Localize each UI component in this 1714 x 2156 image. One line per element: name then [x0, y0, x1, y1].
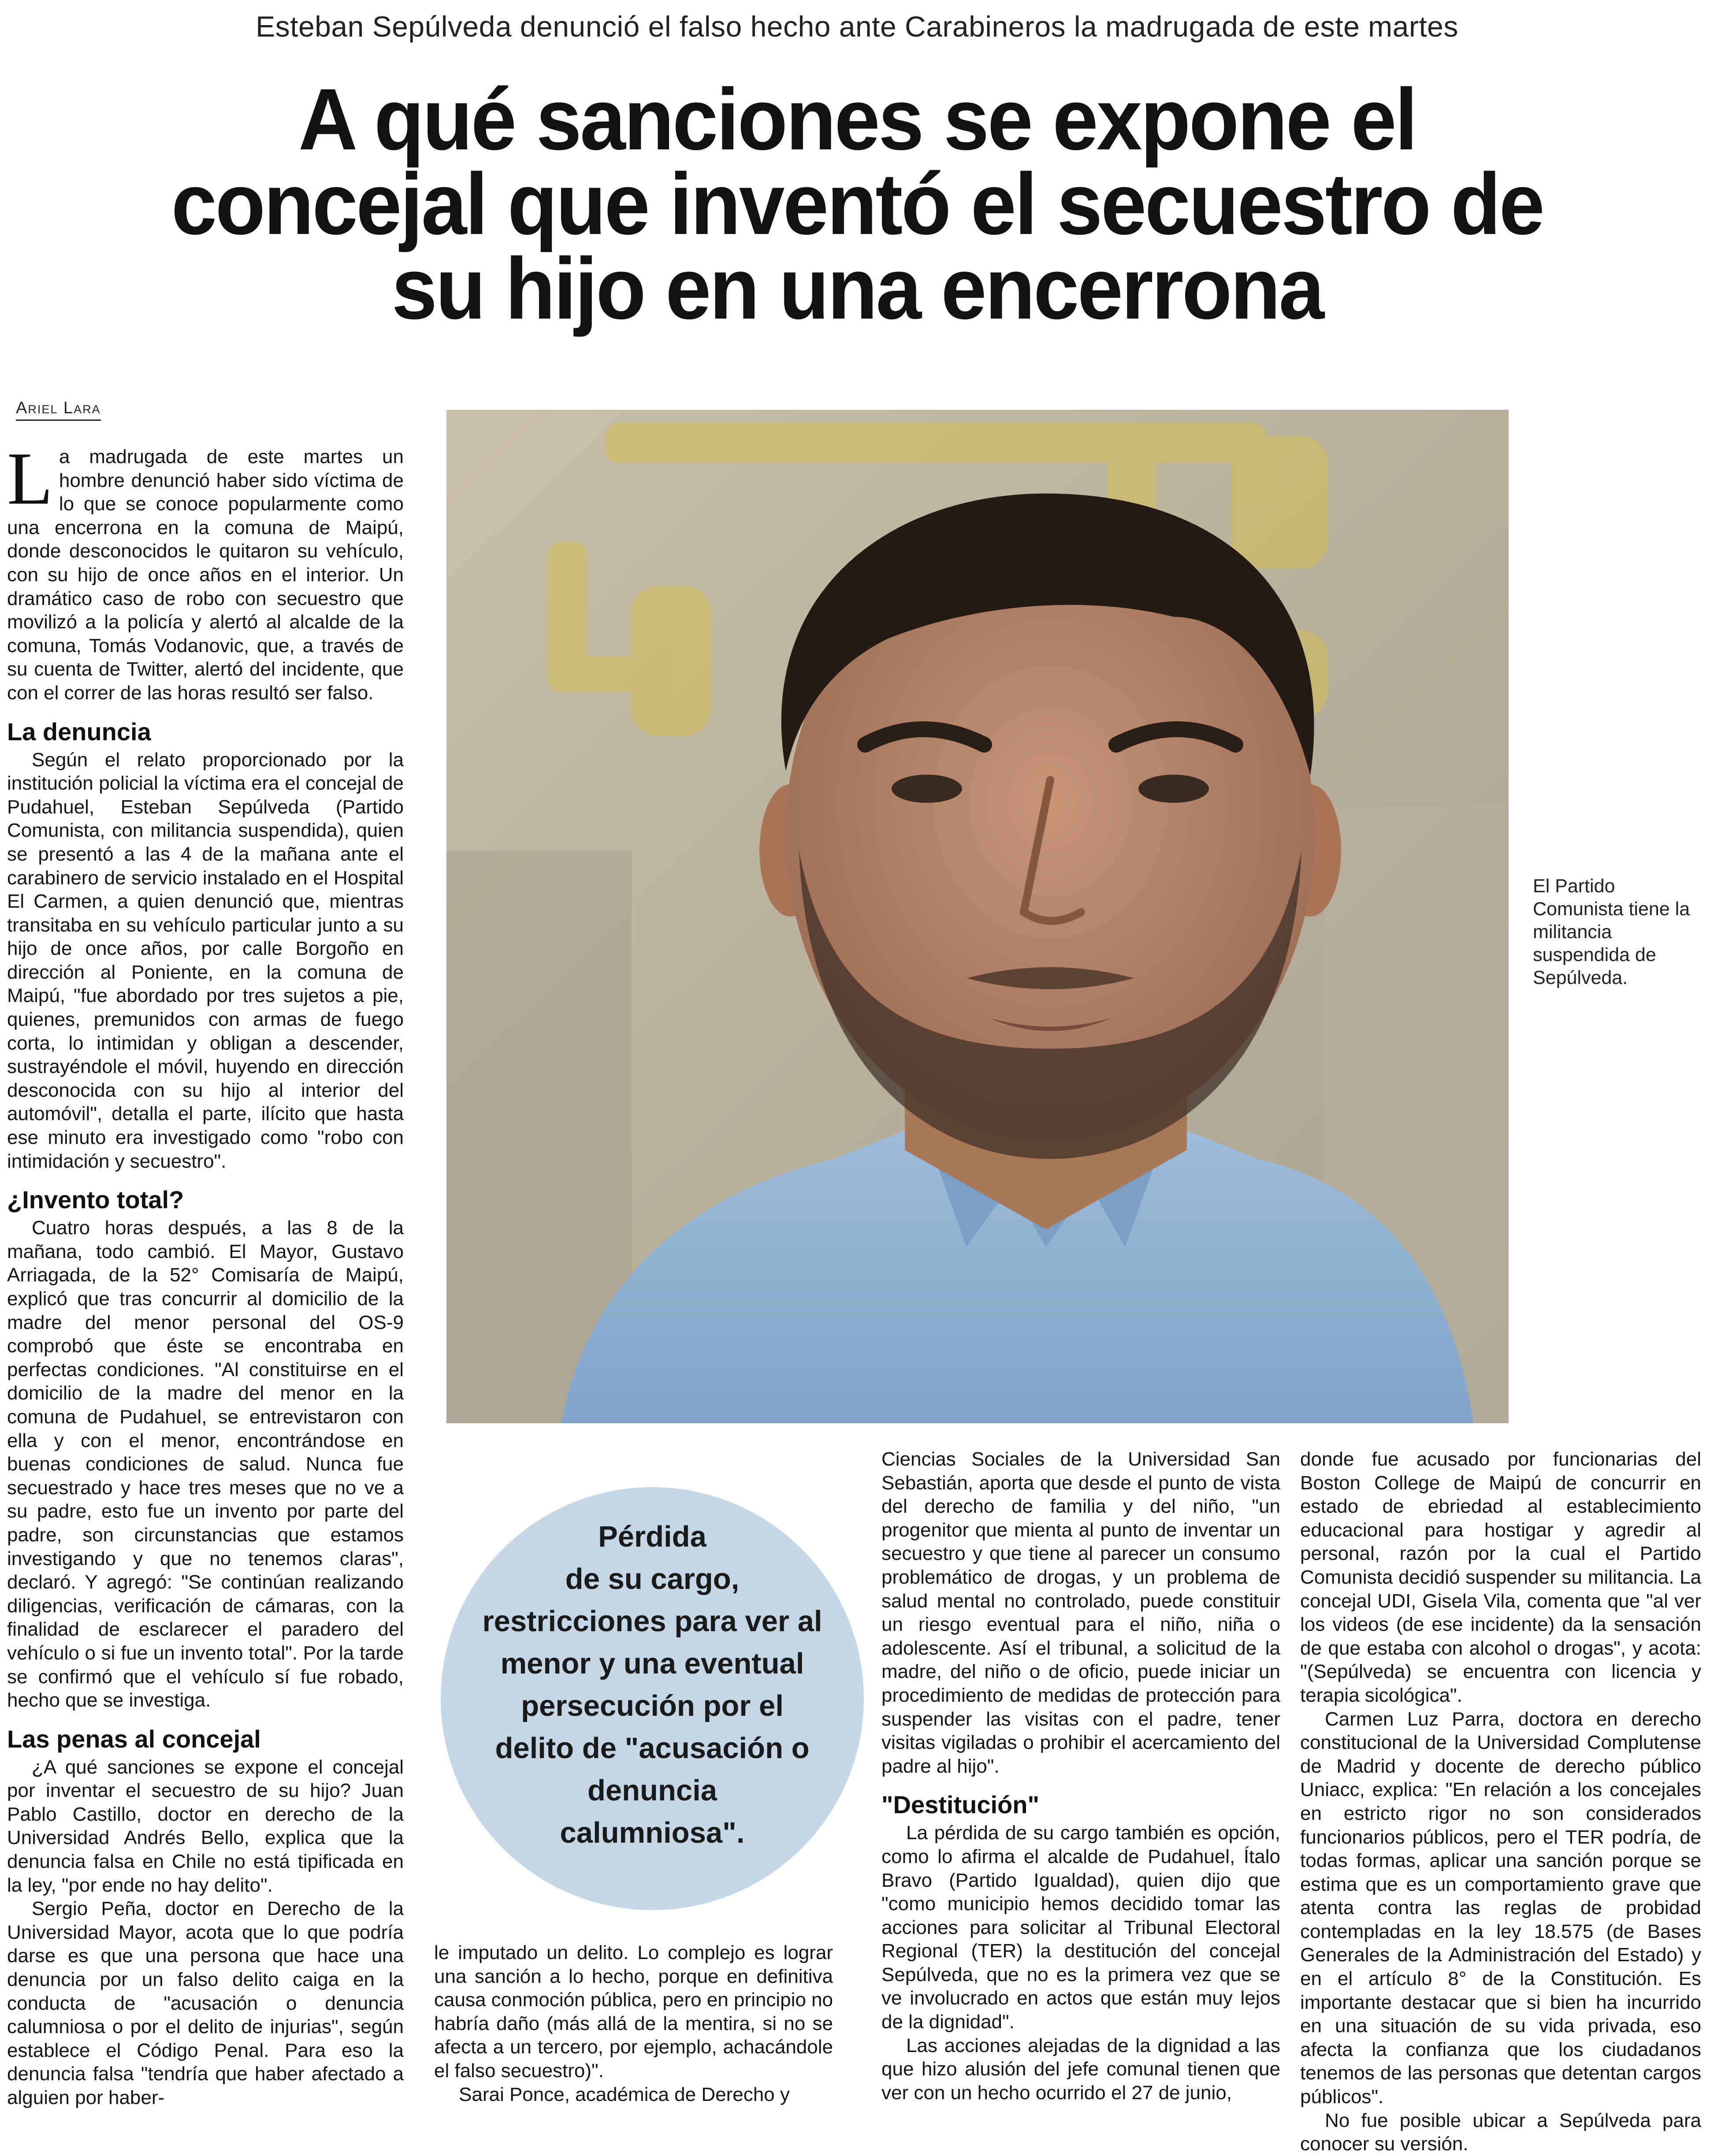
- subhead-destitucion: "Destitución": [881, 1791, 1040, 1819]
- pullquote-line-5: persecución por el: [521, 1689, 784, 1722]
- headline-line-2: concejal que inventó el secuestro de: [171, 155, 1543, 252]
- pullquote-text: [441, 1516, 864, 1854]
- column-2: [434, 1941, 833, 2123]
- article-headline: [101, 71, 1614, 337]
- paragraph: Carmen Luz Parra, doctora en derecho constitucional de la Universidad Complutense de Madrid y docente de derecho público Uniacc, explica: "En relación a los concejales en estricto rigor no son considerados funcionarios públicos, pero el TER podría, de todas formas, aplicar una sanción porque se estima que es un comportamiento grave que atenta contra las reglas de probidad contempladas en la ley 18.575 (de Bases Generales de la Administración del Estado) y en el artículo 8° de la Constitución. Es importante destacar que si bien ha incurrido en una situación de su vida privada, eso afecta la confianza que los ciudadanos tenemos de las personas que detentan cargos públicos".: [1300, 1708, 1701, 2108]
- pullquote-line-1: Pérdida: [598, 1520, 706, 1553]
- paragraph: ¿A qué sanciones se expone el concejal por inventar el secuestro de su hijo? Juan Pablo Castillo, doctor en derecho de la Universidad Andrés Bello, explica que la denuncia falsa en Chile no está tipificada en la ley, "por ende no hay delito".: [7, 1756, 404, 1896]
- paragraph: Según el relato proporcionado por la institución policial la víctima era el concejal de Pudahuel, Esteban Sepúlveda (Partido Comunista, con militancia suspendida), quien se presentó a las 4 de la mañana ante el carabinero de servicio instalado en el Hospital El Carmen, a quien denunció que, mientras transitaba en su vehículo particular junto a su hijo de once años, por calle Borgoño en dirección al Poniente, en la comuna de Maipú, "fue abordado por tres sujetos a pie, quienes, premunidos con armas de fuego corta, lo intimidan y obligan a descender, sustrayéndole el móvil, huyendo en dirección desconocida con su hijo al interior del automóvil", detalla el parte, ilícito que hasta ese minuto era investigado como "robo con intimidación y secuestro".: [7, 749, 404, 1172]
- paragraph: No fue posible ubicar a Sepúlveda para conocer su versión.: [1300, 2109, 1701, 2155]
- pullquote-line-3: restricciones para ver al: [482, 1605, 822, 1638]
- pullquote-line-2: de su cargo,: [565, 1562, 740, 1596]
- paragraph: Las acciones alejadas de la dignidad a las que hizo alusión del jefe comunal tienen que ver con un hecho ocurrido el 27 de junio,: [881, 2034, 1280, 2104]
- paragraph: donde fue acusado por funcionarias del Boston College de Maipú de concurrir en estado de ebriedad al establecimiento educacional para hostigar y agredir al personal, razón por la cual el Partido Comunista decidió suspender su militancia. La concejal UDI, Gisela Vila, comenta que "al ver los videos (de ese incidente) da la sensación de que estaba con alcohol o drogas", y acota: "(Sepúlveda) se encuentra con licencia y terapia sicológica".: [1300, 1448, 1701, 1706]
- paragraph: Ciencias Sociales de la Universidad San Sebastián, aporta que desde el punto de vista del derecho de familia y del niño, "un progenitor que mienta al punto de inventar un secuestro y que tiene al parecer un consumo problemático de drogas, y un problema de salud mental no controlado, puede constituir un riesgo eventual para el niño, niña o adolescente. Así el tribunal, a solicitud de la madre, del niño o de oficio, puede iniciar un procedimiento de medidas de protección para suspender las visitas con el padre, tener visitas vigiladas o prohibir el acercamiento del padre al hijo".: [881, 1448, 1280, 1777]
- photo-caption: El Partido Comunista tiene la militancia suspendida de Sepúlveda.: [1533, 876, 1690, 988]
- article-kicker: Esteban Sepúlveda denunció el falso hecho ante Carabineros la madrugada de este martes: [256, 10, 1458, 43]
- paragraph: Sergio Peña, doctor en Derecho de la Universidad Mayor, acota que lo que podría darse es que una persona que hace una denuncia por un falso delito caiga en la conducta de "acusación o denuncia calumniosa o por el delito de injurias", según establece el Código Penal. Para eso la denuncia falsa "tendría que haber afectado a alguien por haber-: [7, 1898, 404, 2108]
- column-3: [881, 1447, 1280, 2123]
- headline-line-1: A qué sanciones se expone el: [298, 71, 1416, 168]
- pullquote-line-7: denuncia: [587, 1774, 718, 1807]
- pullquote-line-8: calumniosa".: [560, 1816, 745, 1849]
- portrait-illustration: [446, 410, 1509, 1423]
- intro-text: a madrugada de este martes un hombre denunció haber sido víctima de lo que se conoce popularmente como una encerrona en la comuna de Maipú, donde desconocidos le quitaron su vehículo, con su hijo de once años en el interior. Un dramático caso de robo con secuestro que movilizó a la policía y alertó al alcalde de la comuna, Tomás Vodanovic, que, a través de su cuenta de Twitter, alertó del incidente, que con el correr de las horas resultó ser falso.: [7, 446, 404, 704]
- column-4: [1300, 1447, 1701, 2155]
- byline: Ariel Lara: [16, 399, 101, 421]
- pullquote-line-4: menor y una eventual: [500, 1647, 804, 1680]
- column-1: [7, 437, 404, 2123]
- subhead-las-penas: Las penas al concejal: [7, 1725, 261, 1753]
- subhead-invento-total: ¿Invento total?: [7, 1186, 184, 1214]
- paragraph: Cuatro horas después, a las 8 de la mañana, todo cambió. El Mayor, Gustavo Arriagada, de la 52° Comisaría de Maipú, explicó que tras concurrir al domicilio de la madre del menor personal del OS-9 comprobó que éste se encontraba en perfectas condiciones. "Al constituirse en el domicilio de la madre del menor en la comuna de Pudahuel, se entrevistaron con ella y con el menor, encontrándose en buenas condiciones de salud. Nunca fue secuestrado y hace tres meses que no ve a su padre, esto fue un invento por parte del padre, son circunstancias que estamos investigando y que no tenemos claras", declaró. Y agregó: "Se continúan realizando diligencias, verificación de cámaras, con la finalidad de esclarecer el paradero del vehículo o si fue un invento total". Por la tarde se confirmó que el vehículo sí fue robado, hecho que se investiga.: [7, 1217, 404, 1711]
- paragraph: Sarai Ponce, académica de Derecho y: [459, 2083, 790, 2105]
- intro-paragraph: [7, 437, 404, 705]
- portrait-photo: [446, 410, 1509, 1423]
- dropcap: L: [7, 437, 53, 520]
- paragraph: le imputado un delito. Lo complejo es lograr una sanción a lo hecho, porque en definitiva causa conmoción pública, pero en principio no habría daño (más allá de la mentira, si no se afecta a un tercero, por ejemplo, achacándole el falso secuestro)".: [434, 1942, 833, 2082]
- subhead-la-denuncia: La denuncia: [7, 717, 151, 746]
- paragraph: La pérdida de su cargo también es opción, como lo afirma el alcalde de Pudahuel, Ítalo Bravo (Partido Igualdad), quien dijo que "como municipio hemos decidido tomar las acciones para solicitar al Tribunal Electoral Regional (TER) la destitución del concejal Sepúlveda, que no es la primera vez que se ve involucrado en actos que están muy lejos de la dignidad".: [881, 1822, 1280, 2033]
- pullquote-line-6: delito de "acusación o: [495, 1732, 810, 1765]
- headline-line-3: su hijo en una encerrona: [391, 240, 1323, 337]
